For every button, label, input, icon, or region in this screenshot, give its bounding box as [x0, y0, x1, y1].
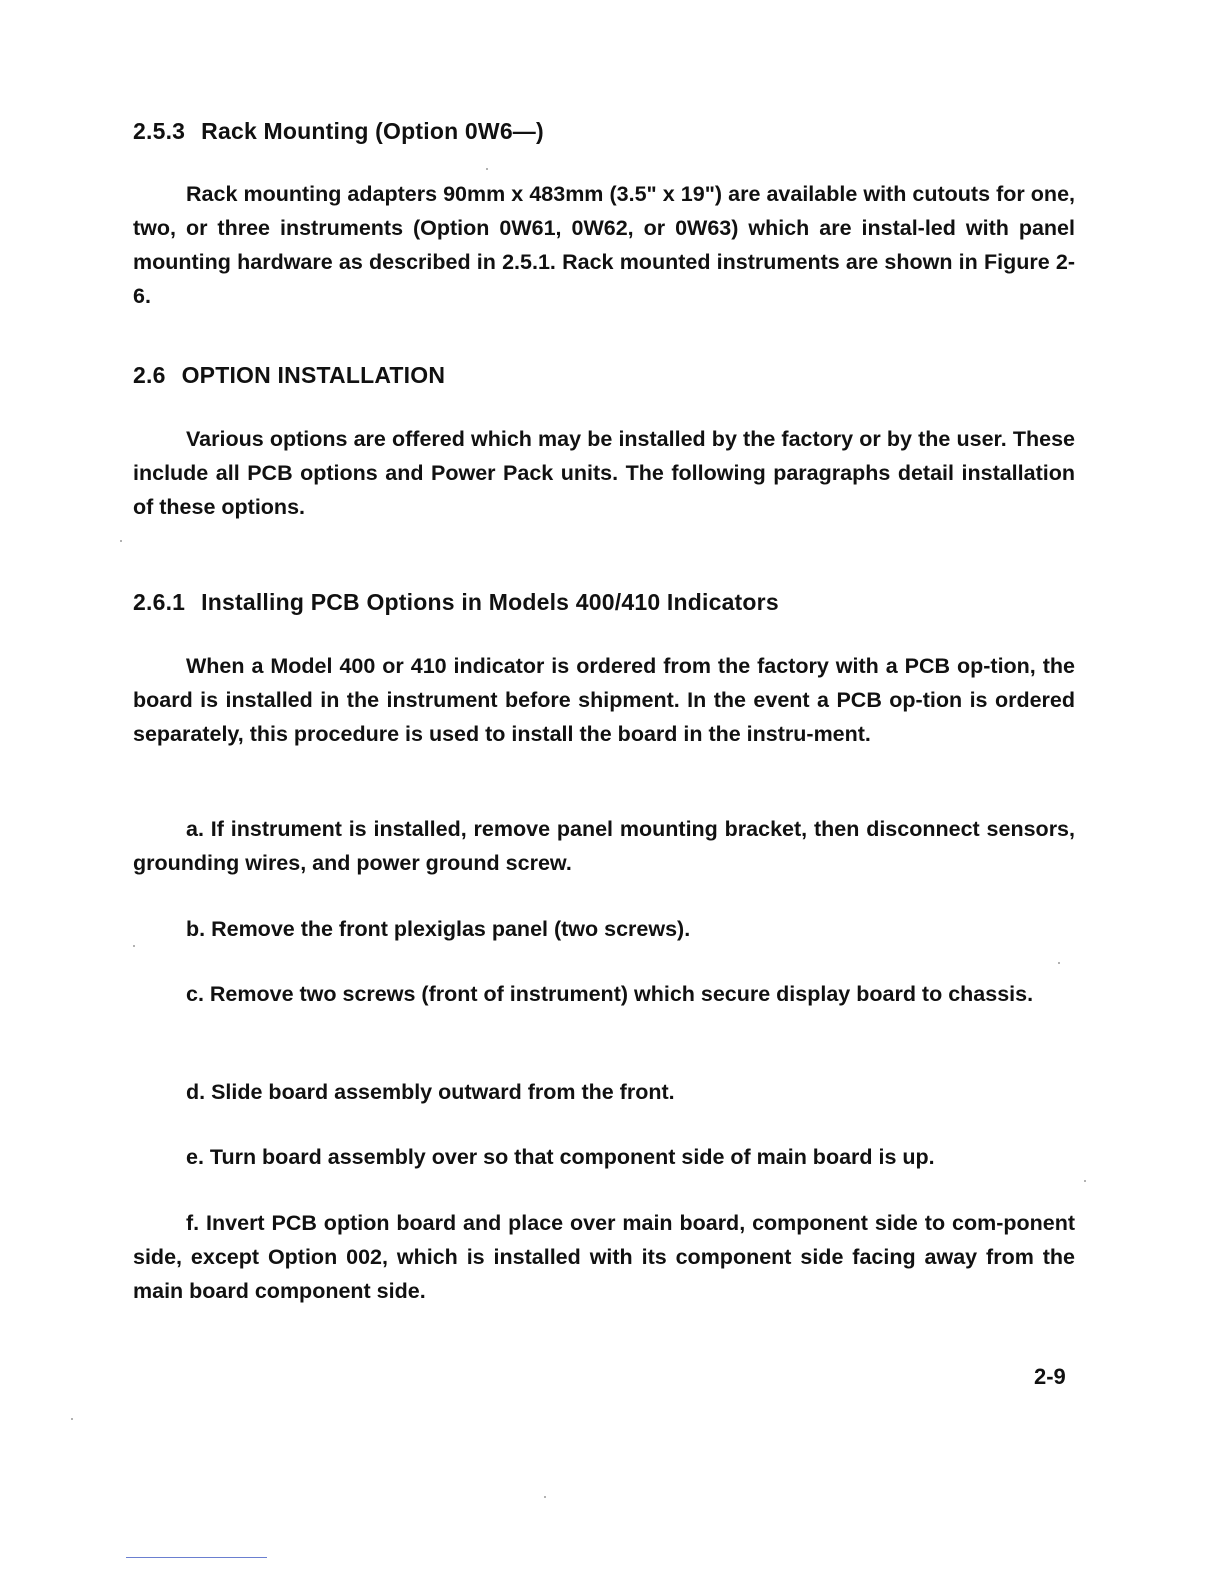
scan-speck: [120, 540, 122, 542]
step-f: f. Invert PCB option board and place over main board, component side to com-ponent side, except Option 002, which is installed with its component side facing away from the main board component side.: [133, 1211, 1075, 1303]
footnote-rule: [126, 1557, 267, 1558]
scan-speck: [1058, 962, 1060, 964]
step-d: d. Slide board assembly outward from the front.: [186, 1080, 675, 1104]
section-number: 2.5.3: [133, 118, 186, 144]
scan-speck: [133, 945, 135, 947]
section-heading-2-6-1: [133, 589, 779, 616]
section-title: Installing PCB Options in Models 400/410 Indicators: [201, 589, 779, 615]
section-heading-2-6: [133, 362, 445, 389]
step-b: b. Remove the front plexiglas panel (two screws).: [186, 917, 691, 941]
paragraph-installing-pcb: When a Model 400 or 410 indicator is ordered from the factory with a PCB op-tion, the board is installed in the instrument before shipment. In the event a PCB op-tion is ordered separately, this procedure is used to install the board in the instru-ment.: [133, 654, 1075, 746]
scan-speck: [544, 1496, 546, 1498]
scan-speck: [71, 1418, 73, 1420]
paragraph-option-installation: Various options are offered which may be installed by the factory or by the user. These include all PCB options and Power Pack units. The following paragraphs detail installation of these options.: [133, 427, 1075, 519]
section-title: Rack Mounting (Option 0W6—): [201, 118, 544, 144]
scan-speck: [486, 168, 488, 170]
paragraph-rack-mounting: Rack mounting adapters 90mm x 483mm (3.5" x 19") are available with cutouts for one, two, or three instruments (Option 0W61, 0W62, or 0W63) which are instal-led with panel mounting hardware as described in 2.5.1. Rack mounted instruments are shown in Figure 2-6.: [133, 182, 1075, 308]
section-title: OPTION INSTALLATION: [181, 362, 446, 388]
scan-speck: [1084, 1180, 1086, 1182]
step-c: c. Remove two screws (front of instrument) which secure display board to chassis.: [186, 982, 1034, 1006]
section-number: 2.6.1: [133, 589, 186, 615]
step-e: e. Turn board assembly over so that component side of main board is up.: [186, 1145, 935, 1169]
page-number: 2-9: [1034, 1364, 1066, 1389]
section-heading-2-5-3: [133, 118, 544, 145]
section-number: 2.6: [133, 362, 166, 388]
step-a: a. If instrument is installed, remove panel mounting bracket, then disconnect sensors, grounding wires, and power ground screw.: [133, 817, 1075, 875]
